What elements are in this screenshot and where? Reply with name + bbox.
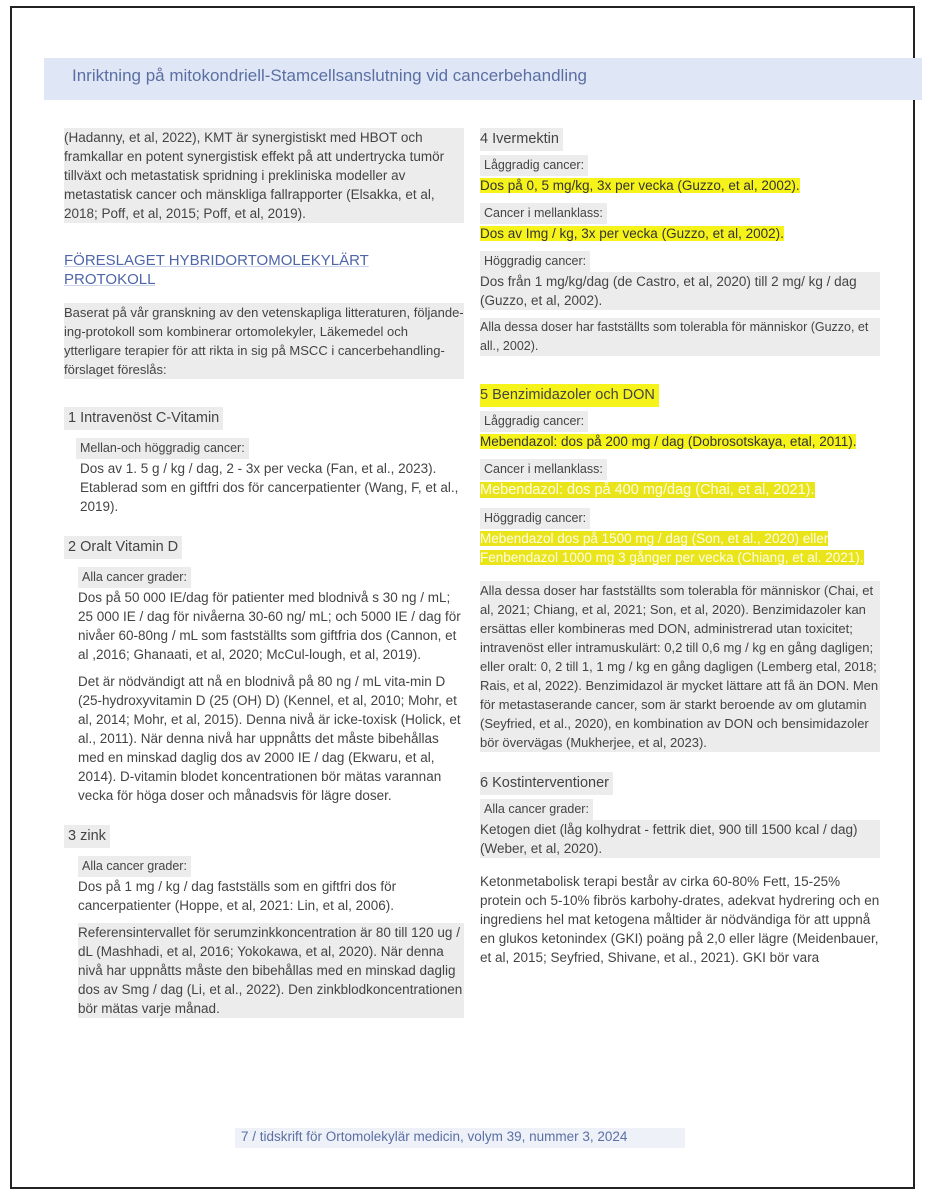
- section-1-title: 1 Intravenöst C-Vitamin: [64, 407, 223, 430]
- section-5-low-subheading: Låggradig cancer:: [480, 411, 588, 432]
- intro-paragraph: (Hadanny, et al, 2022), KMT är synergistiskt med HBOT och framkallar en potent synergistisk effekt på att undertrycka tumör tillväxt och metastatisk spridning i prekliniska modeller av metastatisk cancer och mänskliga fallrapporter (Elsakka, et al, 2018; Poff, et al, 2015; Poff, et al, 2019).: [64, 128, 464, 223]
- section-6-title: 6 Kostinterventioner: [480, 772, 613, 795]
- section-3-title: 3 zink: [64, 825, 110, 848]
- section-2-title: 2 Oralt Vitamin D: [64, 536, 182, 559]
- section-5-high-dose-1: Mebendazol dos på 1500 mg / dag (Son, et al., 2020) eller: [480, 531, 829, 546]
- section-4-mid-subheading: Cancer i mellanklass:: [480, 203, 607, 224]
- left-column: [64, 128, 464, 1018]
- section-1-subheading: Mellan-och höggradig cancer:: [76, 438, 249, 459]
- section-5-high-subheading: Höggradig cancer:: [480, 508, 590, 529]
- section-3-subheading: Alla cancer grader:: [78, 856, 191, 877]
- section-2-text-2: Det är nödvändigt att nå en blodnivå på 80 ng / mL vita-min D (25-hydroxyvitamin D (25 (OH) D) (Kennel, et al, 2010; Mohr, et al, 2014; Mohr, et al, 2015). Denna nivå är icke-toxisk (Holick, et al., 2011). När denna nivå har uppnåtts det måste bibehållas med en minskad daglig dos av 2000 IE / dag (Ekwaru, et al, 2014). D-vitamin blodet koncentrationen bör mätas varannan vecka för höga doser och månadsvis för lägre doser.: [78, 674, 461, 803]
- protocol-heading: FÖRESLAGET HYBRIDORTOMOLEKYLÄRT PROTOKOLL: [64, 252, 369, 288]
- section-5-title: 5 Benzimidazoler och DON: [480, 384, 659, 407]
- section-4-low-dose: Dos på 0, 5 mg/kg, 3x per vecka (Guzzo, et al, 2002).: [480, 178, 800, 193]
- section-4-low-subheading: Låggradig cancer:: [480, 155, 588, 176]
- page-footer: 7 / tidskrift för Ortomolekylär medicin, volym 39, nummer 3, 2024: [235, 1128, 685, 1148]
- section-5-note: Alla dessa doser har fastställts som tolerabla för människor (Chai, et al, 2021; Chiang, et al, 2021; Son, et al, 2020). Benzimidazoler kan ersättas eller kombineras med DON, administrerad utan toxicitet; intravenöst eller intramuskulärt: 0,2 till 0,6 mg / kg en gång dagligen; eller oralt: 0, 2 till 1, 1 mg / kg en gång dagligen (Lemberg etal, 2018; Rais, et al, 2022). Benzimidazol är mycket lättare att få än DON. Men för metastaserande cancer, som är starkt beroende av om glutamin (Seyfried, et al., 2020), en kombination av DON och bensimidazoler bör övervägas (Mukherjee, et al, 2023).: [480, 583, 879, 750]
- section-5-high-dose-2: Fenbendazol 1000 mg 3 gånger per vecka (Chiang, et al. 2021).: [480, 550, 864, 565]
- section-2-text-1: Dos på 50 000 IE/dag för patienter med blodnivå s 30 ng / mL; 25 000 IE / dag för nivåerna 30-60 ng/ mL; och 5000 IE / dag för nivåer 60-80ng / mL som fastställts som giftfria dos (Cannon, et al ,2016; Ghanaati, et al, 2020; McCul-lough, et al, 2019).: [78, 590, 461, 662]
- section-4-mid-dose: Dos av Img / kg, 3x per vecka (Guzzo, et al, 2002).: [480, 226, 784, 241]
- section-5-low-dose: Mebendazol: dos på 200 mg / dag (Dobrosotskaya, etal, 2011).: [480, 434, 857, 449]
- section-5-mid-subheading: Cancer i mellanklass:: [480, 459, 607, 480]
- section-4-note: Alla dessa doser har fastställts som tolerabla för människor (Guzzo, et all., 2002).: [480, 318, 880, 356]
- section-6-subheading: Alla cancer grader:: [480, 799, 593, 820]
- protocol-intro: Baserat på vår granskning av den vetenskapliga litteraturen, följande-ing-protokoll som kombinerar ortomolekyler, Läkemedel och ytterligare terapier för att rikta in sig på MSCC i cancerbehandling-förslaget föreslås:: [64, 305, 464, 377]
- section-3-text-1: Dos på 1 mg / kg / dag fastställs som en giftfri dos för cancerpatienter (Hoppe, et al, 2021: Lin, et al, 2006).: [78, 879, 397, 913]
- section-4-title: 4 Ivermektin: [480, 128, 563, 151]
- section-4-high-subheading: Höggradig cancer:: [480, 251, 590, 272]
- section-2-subheading: Alla cancer grader:: [78, 567, 191, 588]
- section-4-high-dose: Dos från 1 mg/kg/dag (de Castro, et al, 2020) till 2 mg/ kg / dag (Guzzo, et al, 2002).: [480, 272, 880, 310]
- right-column: [480, 128, 880, 967]
- section-5-mid-dose: Mebendazol: dos på 400 mg/dag (Chai, et al, 2021).: [480, 482, 815, 498]
- page-header-title: Inriktning på mitokondriell-Stamcellsanslutning vid cancerbehandling: [72, 66, 588, 85]
- section-3-text-2: Referensintervallet för serumzinkkoncentration är 80 till 120 ug / dL (Mashhadi, et al, 2016; Yokokawa, et al, 2020). När denna nivå har uppnåtts måste den bibehållas med en minskad daglig dos av Smg / dag (Li, et al., 2022). Den zinkblodkoncentrationen bör mätas varje månad.: [78, 925, 463, 1016]
- section-1-text: Dos av 1. 5 g / kg / dag, 2 - 3x per vecka (Fan, et al., 2023). Etablerad som en giftfri dos för cancerpatienter (Wang, F, et al., 2019).: [80, 461, 459, 514]
- section-6-text-1: Ketogen diet (låg kolhydrat - fettrik diet, 900 till 1500 kcal / dag) (Weber, et al, 2020).: [480, 820, 880, 858]
- section-6-text-2: Ketonmetabolisk terapi består av cirka 60-80% Fett, 15-25% protein och 5-10% fibrös karbohy-drates, adekvat hydrering och en ingrediens hel mat ketogena måltider är nödvändiga för att uppnå en glukos ketonindex (GKI) poäng på 2,0 eller lägre (Meidenbauer, et al, 2015; Seyfried, Shivane, et al., 2021). GKI bör vara: [480, 874, 880, 965]
